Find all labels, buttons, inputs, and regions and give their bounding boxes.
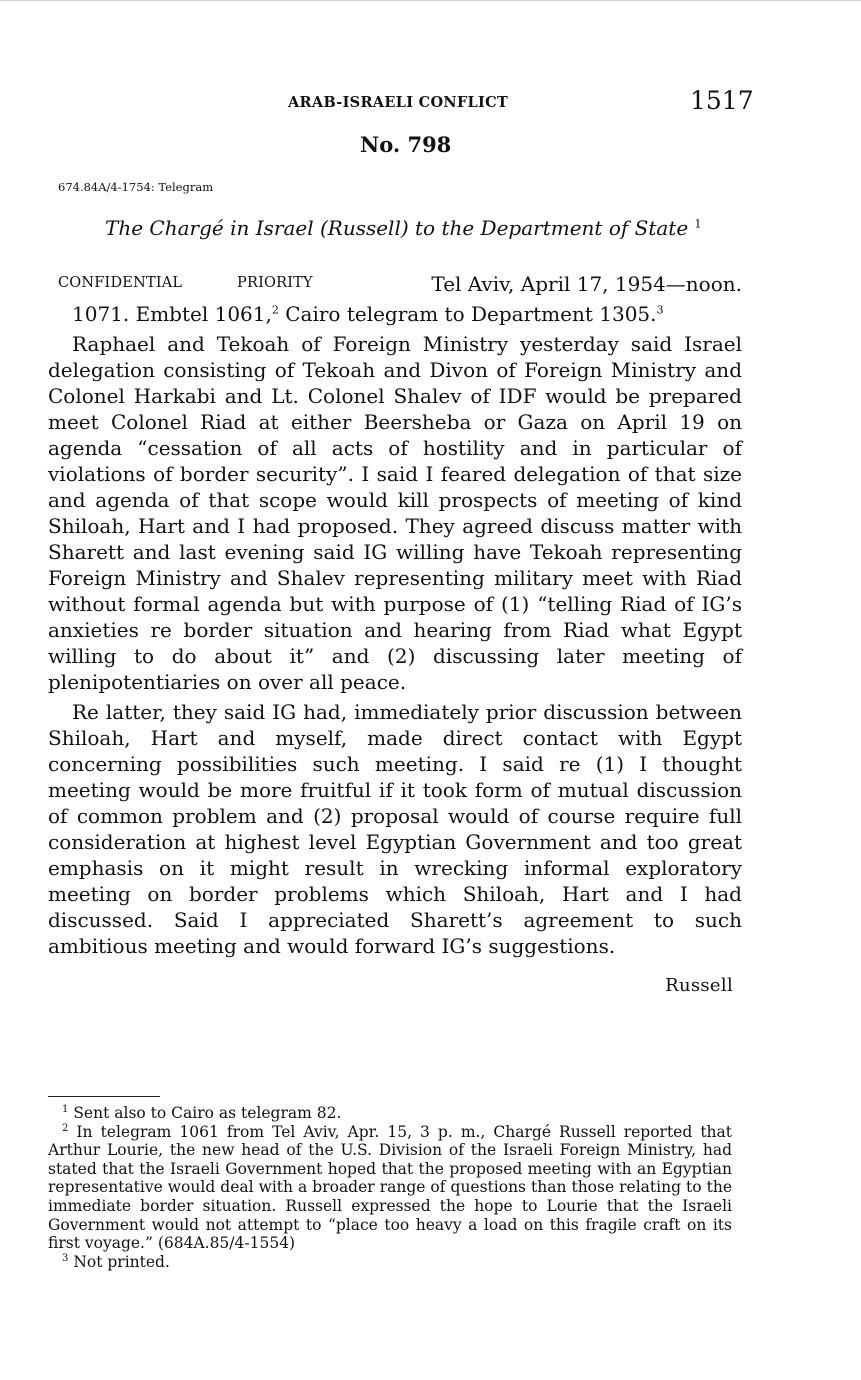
footnote-1 [48,1104,732,1123]
footnote-2 [48,1123,732,1253]
classification-row [58,272,742,298]
footnote-ref-3: 3 [656,303,664,317]
document-title [105,216,702,240]
reference-text-a: 1071. Embtel 1061, [72,302,272,326]
paragraph-delegation: Raphael and Tekoah of Foreign Ministry yesterday said Israel delegation consisting of Tekoah and Divon of Foreign Ministry and Colonel Harkabi and Lt. Colonel Shalev of IDF would be prepared meet Colonel Riad at either Beersheba or Gaza on April 19 on agenda “cessation of all acts of hostility and in particular of violations of border security”. I said I feared delegation of that size and agenda of that scope would kill prospects of meeting of kind Shiloah, Hart and I had proposed. They agreed discuss matter with Sharett and last evening said IG willing have Tekoah representing Foreign Ministry and Shalev representing military meet with Riad without formal agenda but with purpose of (1) “telling Riad of IG’s anxieties re border situation and hearing from Riad what Egypt willing to do about it” and (2) discussing later meeting of plenipotentiaries on over all peace. [48,332,742,694]
footnote-ref-1: 1 [694,217,702,231]
classification-label: CONFIDENTIAL [58,275,183,291]
footnote-text: Sent also to Cairo as telegram 82. [73,1104,342,1122]
footnote-mark: 2 [62,1122,69,1134]
paragraph-reference [48,301,742,327]
file-reference: 674.84A/4-1754: Telegram [58,180,214,194]
place-date-line: Tel Aviv, April 17, 1954—noon. [431,272,742,296]
footnote-text: In telegram 1061 from Tel Aviv, Apr. 15, 3 p. m., Chargé Russell reported that Arthur Lourie, the new head of the U.S. Division of the Israeli Foreign Ministry, had stated that the Israeli Government hoped that the proposed meeting with an Egyptian representative would deal with a broader range of questions than those relating to the immediate border situation. Russell expressed the hope to Lourie that the Israeli Government would not attempt to “place too heavy a load on this fragile craft on its first voyage.” (684A.85/4-1554) [48,1122,732,1253]
precedence-label: PRIORITY [237,275,313,291]
reference-text-b: Cairo telegram to Department 1305. [285,302,657,326]
running-header-title: ARAB-ISRAELI CONFLICT [288,94,509,111]
footnote-text: Not printed. [73,1252,170,1271]
signature: Russell [665,975,733,996]
footnote-3 [48,1253,732,1272]
telegram-body [48,301,742,963]
document-title-text: The Chargé in Israel (Russell) to the Department of State [105,216,689,240]
page-top-edge [0,0,861,1]
footnotes [48,1104,732,1271]
footnote-divider [48,1096,160,1097]
footnote-mark: 1 [62,1103,69,1115]
page-number: 1517 [690,86,754,115]
document-number: No. 798 [360,132,452,157]
paragraph-discussion: Re latter, they said IG had, immediately prior discussion between Shiloah, Hart and myself, made direct contact with Egypt concerning possibilities such meeting. I said re (1) I thought meeting would be more fruitful if it took form of mutual discussion of common problem and (2) proposal would of course require full consideration at highest level Egyptian Government and too great emphasis on it might result in wrecking informal exploratory meeting on border problems which Shiloah, Hart and I had discussed. Said I appreciated Sharett’s agreement to such ambitious meeting and would forward IG’s suggestions. [48,700,742,958]
footnote-mark: 3 [62,1252,69,1264]
footnote-ref-2: 2 [271,303,279,317]
